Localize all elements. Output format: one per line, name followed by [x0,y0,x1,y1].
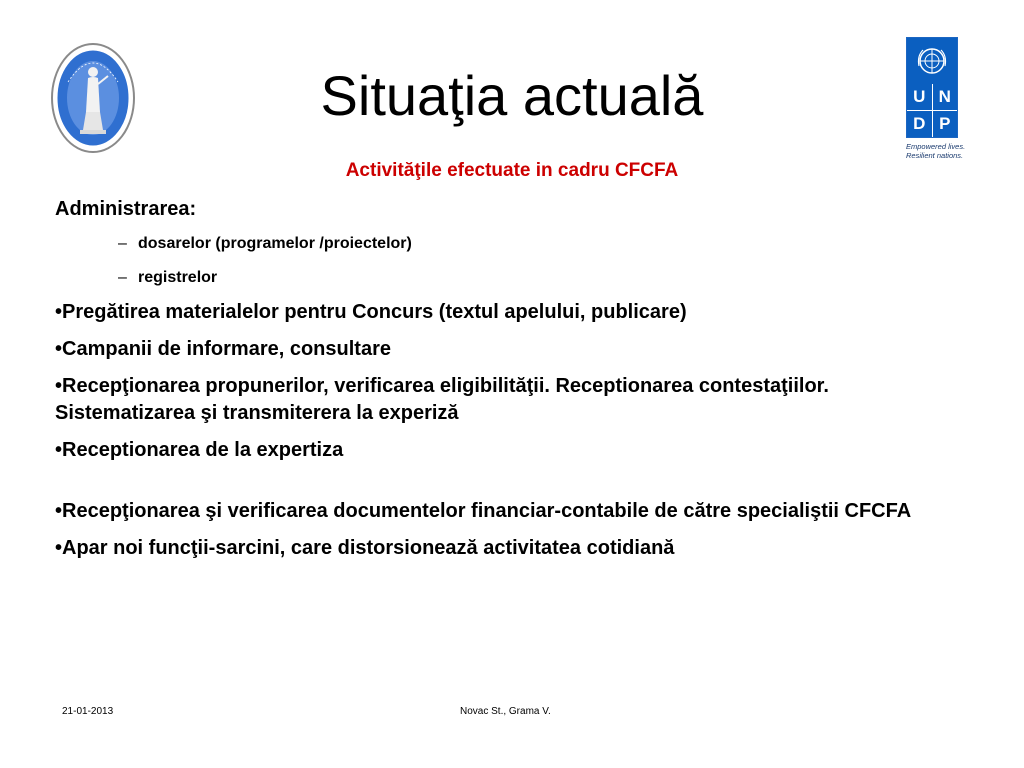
undp-tagline-line-1: Empowered lives. [906,142,966,151]
undp-tagline-line-2: Resilient nations. [906,151,964,160]
slide-title: Situaţia actuală [320,64,704,127]
undp-letter-d: D [907,111,932,137]
sub-item-label: registrelor [138,269,218,286]
dash-marker: – [118,235,127,252]
slide-subtitle: Activităţile efectuate in cadru CFCFA [345,160,679,181]
undp-tagline [906,142,968,160]
list-item [118,261,955,295]
dash-marker: – [118,269,127,286]
sub-item-label: dosarelor (programelor /proiectelor) [138,235,412,252]
undp-letter-p: P [933,111,958,137]
bullet-item: •Recepţionarea propunerilor, verificarea eligibilităţii. Receptionarea contestaţiilor. Sistematizarea şi transmiterera la experiză [55,375,829,424]
bullet-item: •Apar noi funcţii-sarcini, care distorsionează activitatea cotidiană [55,537,675,559]
undp-letter-n: N [933,84,958,110]
footer-authors: Novac St., Grama V. [460,706,551,717]
sub-list [55,227,955,295]
list-item [118,227,955,261]
bullet-item: •Campanii de informare, consultare [55,338,391,360]
bullet-item: •Recepţionarea şi verificarea documentelor financiar-contabile de către specialiştii CFCFA [55,500,912,522]
bullet-item: •Receptionarea de la expertiza [55,439,344,461]
footer-date: 21-01-2013 [62,706,114,717]
undp-letter-u: U [907,84,932,110]
section-heading: Administrarea: [55,198,197,220]
bullet-item: •Pregătirea materialelor pentru Concurs (textul apelului, publicare) [55,301,687,323]
slide-content [55,196,955,562]
